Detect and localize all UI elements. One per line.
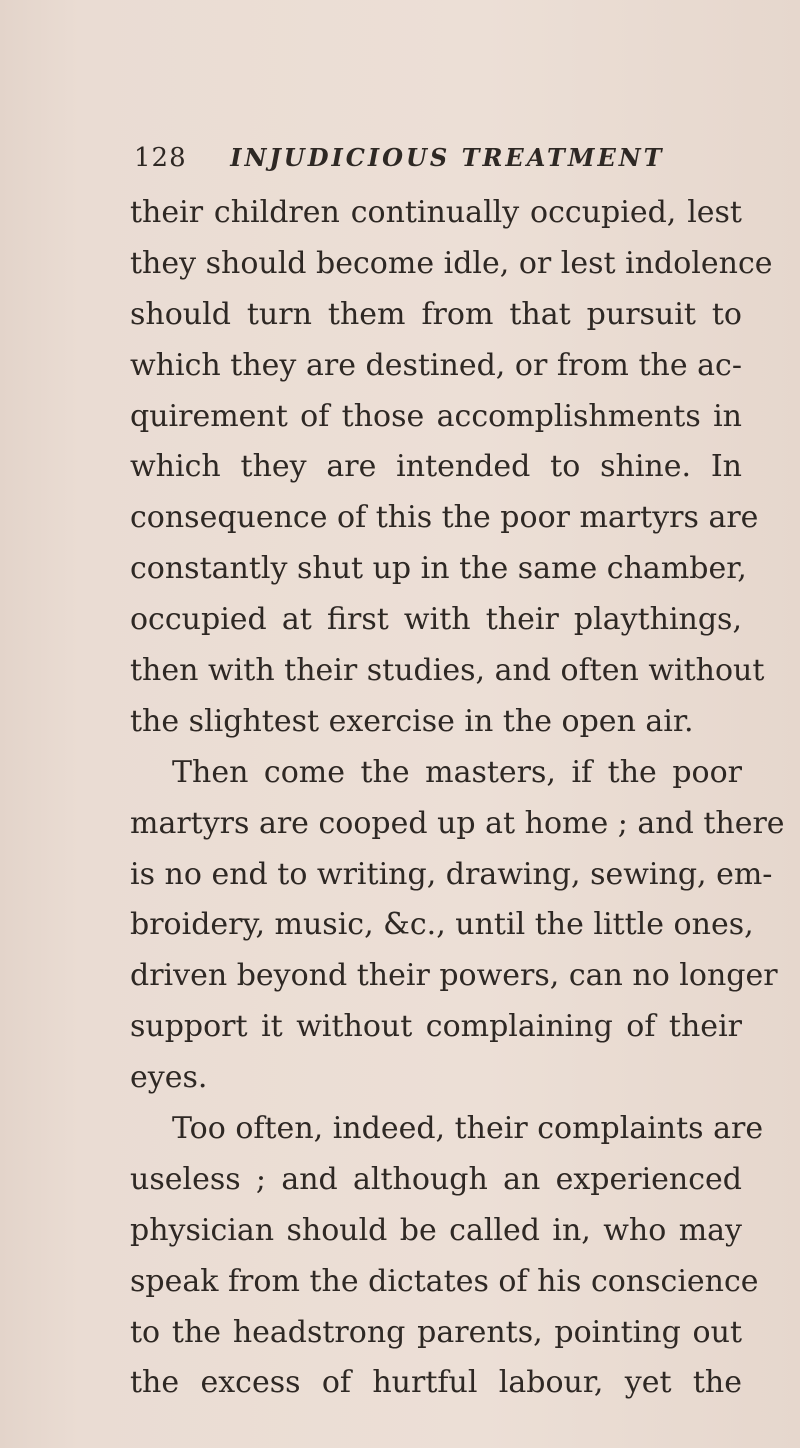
paragraph-start-line: Then come the masters, if the poor xyxy=(172,754,742,790)
text-line: driven beyond their powers, can no longer xyxy=(130,958,778,994)
text-line: their children continually occupied, lest xyxy=(130,195,742,230)
text-line: speak from the dictates of his conscience xyxy=(130,1263,759,1299)
text-line: support it without complaining of their xyxy=(130,1009,742,1045)
paragraph-end-line: the slightest exercise in the open air. xyxy=(130,703,694,739)
page-header xyxy=(134,138,754,178)
text-line: then with their studies, and often without xyxy=(130,653,765,689)
text-line: broidery, music, &c., until the little ones, xyxy=(130,907,754,943)
text-line: which they are destined, or from the ac- xyxy=(130,347,742,383)
paragraph-start-line: Too often, indeed, their complaints are xyxy=(172,1111,764,1147)
text-line: should turn them from that pursuit to xyxy=(130,296,742,332)
page-number: 128 xyxy=(134,143,187,173)
text-line: martyrs are cooped up at home ; and there xyxy=(130,805,785,841)
text-line: which they are intended to shine. In xyxy=(130,449,742,485)
text-line: physician should be called in, who may xyxy=(130,1212,742,1248)
text-line: is no end to writing, drawing, sewing, em- xyxy=(130,856,773,892)
running-head: INJUDICIOUS TREATMENT xyxy=(230,143,665,172)
text-line: consequence of this the poor martyrs are xyxy=(130,500,759,536)
text-line: occupied at first with their playthings, xyxy=(130,602,742,638)
text-line: useless ; and although an experienced xyxy=(130,1161,742,1197)
text-line: they should become idle, or lest indolence xyxy=(130,245,773,281)
body-text xyxy=(130,188,785,1409)
text-line: constantly shut up in the same chamber, xyxy=(130,551,747,587)
text-line: quirement of those accomplishments in xyxy=(130,398,742,434)
text-line: the excess of hurtful labour, yet the xyxy=(130,1365,742,1401)
paragraph-end-line: eyes. xyxy=(130,1060,208,1096)
text-line: to the headstrong parents, pointing out xyxy=(130,1314,742,1350)
